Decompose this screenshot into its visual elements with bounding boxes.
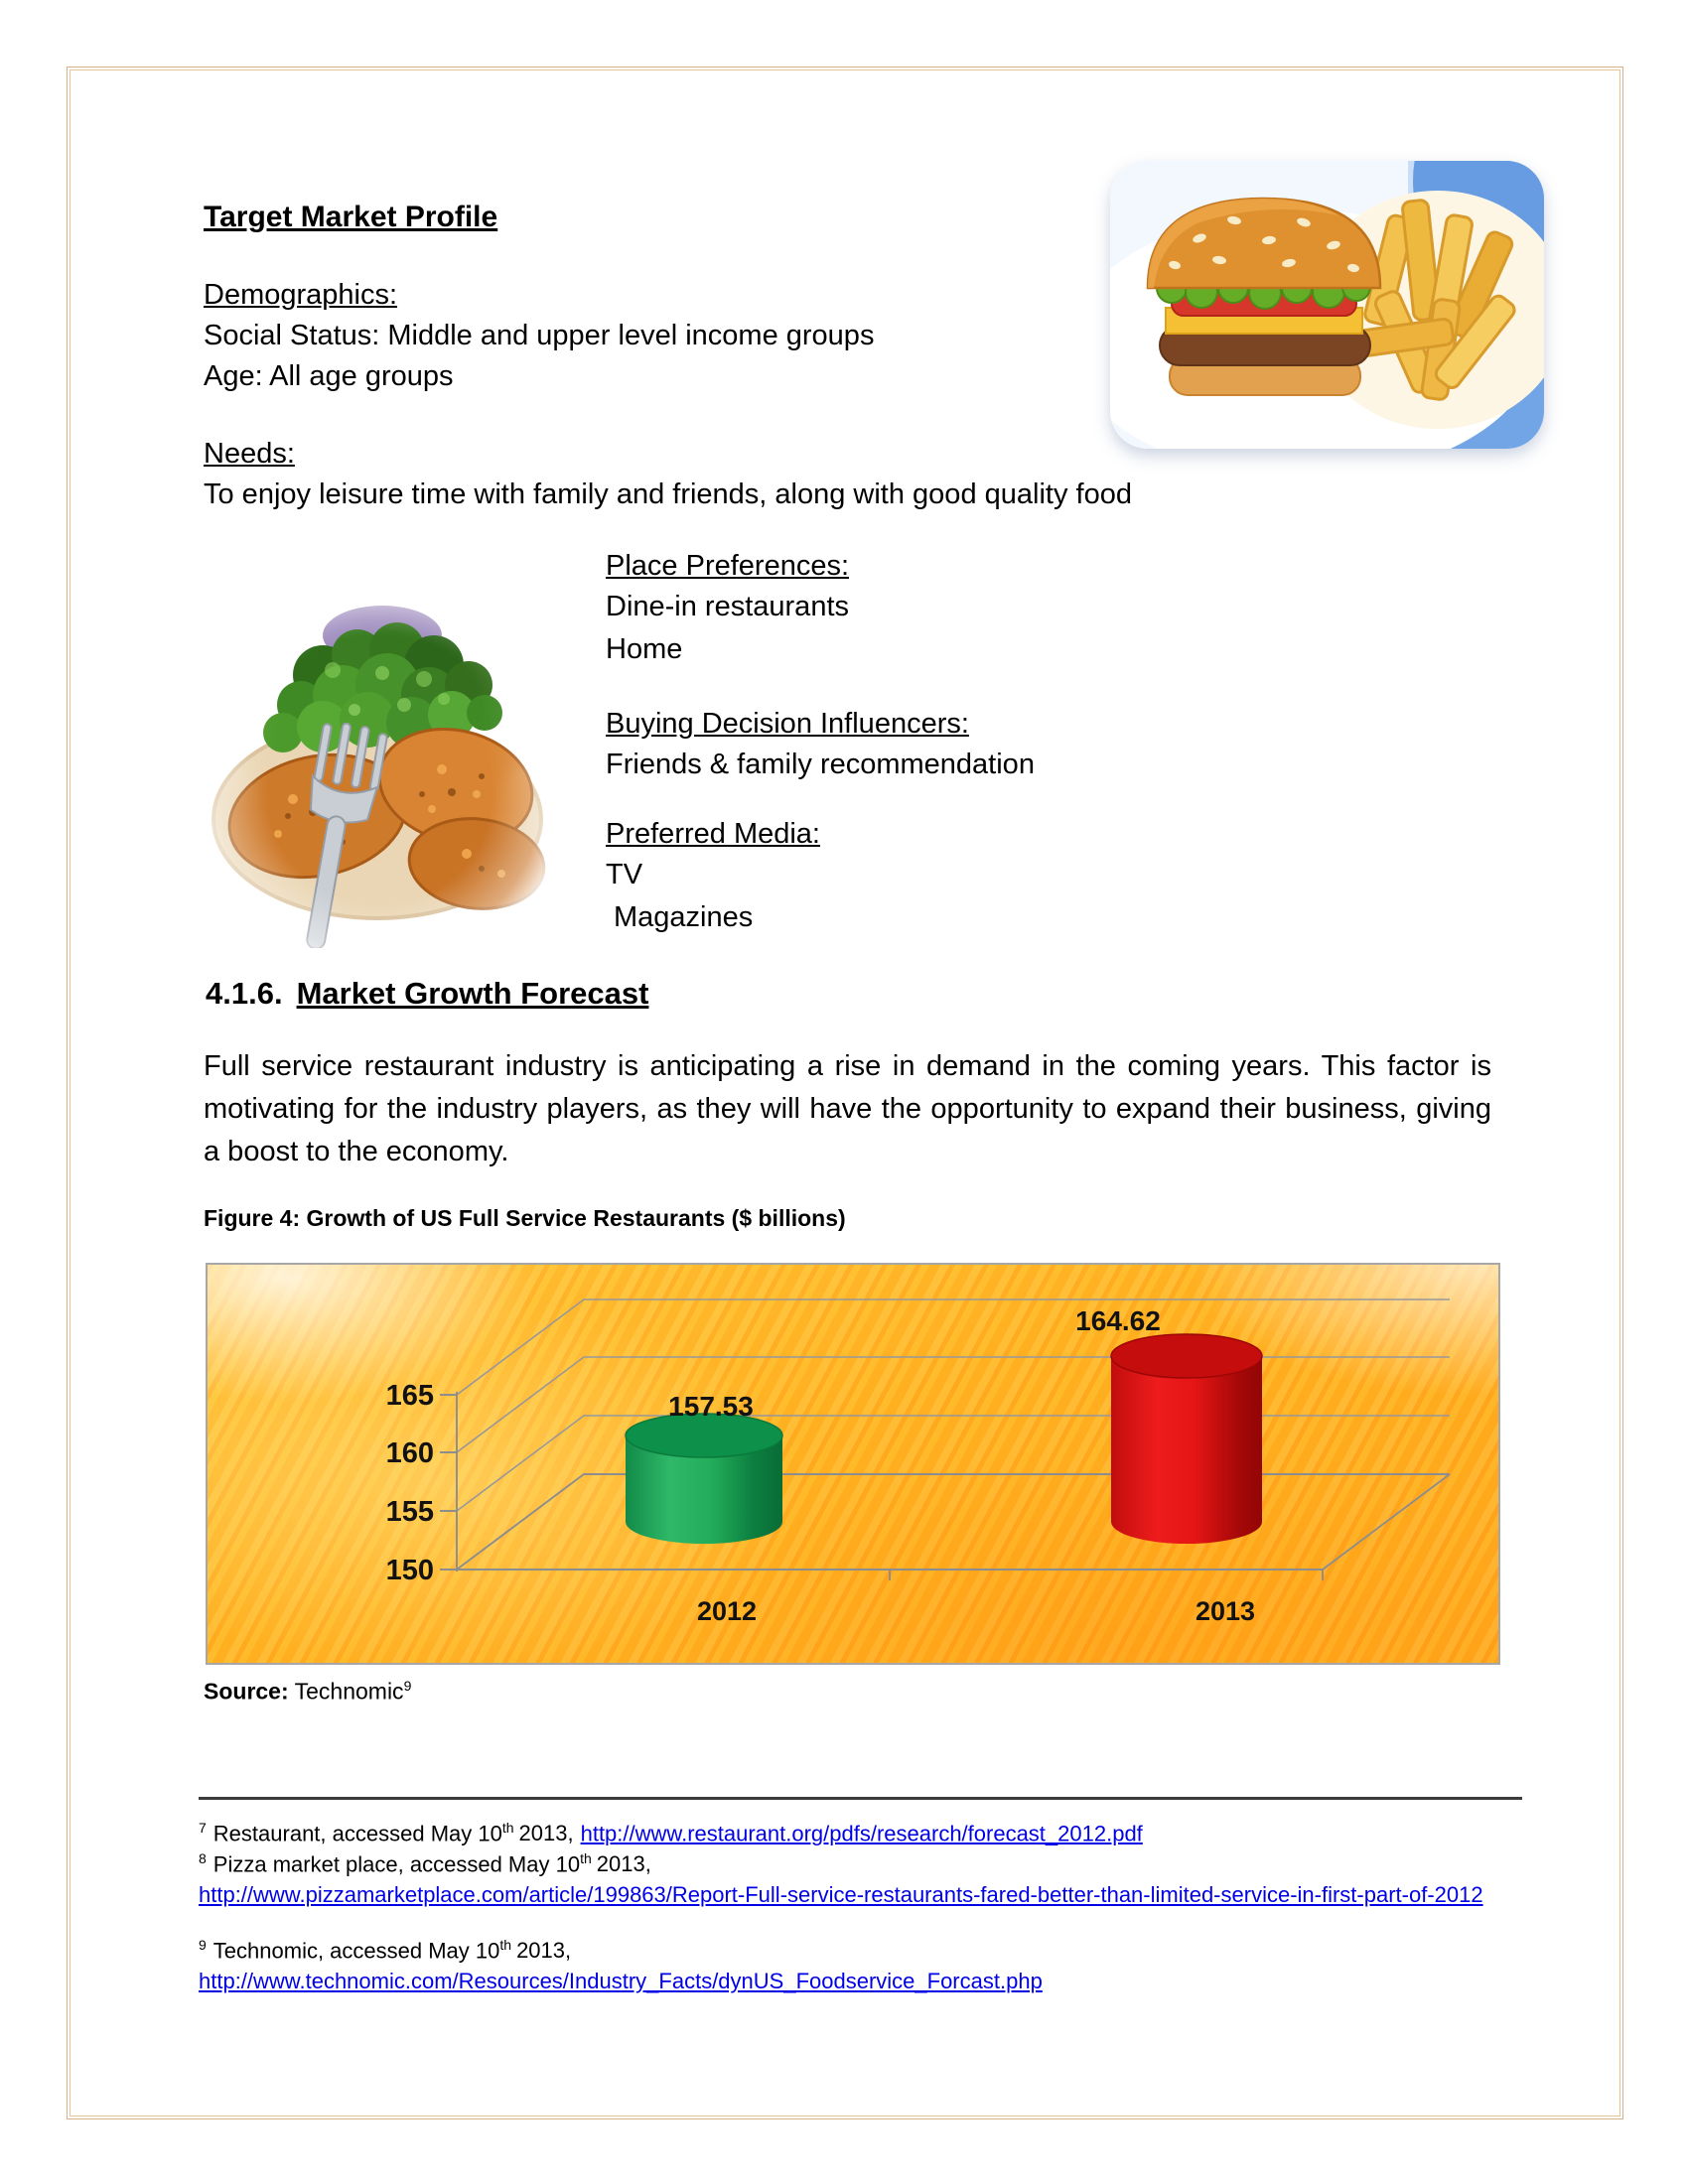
footnote-9 <box>199 1930 1525 1996</box>
page-title: Target Market Profile <box>204 201 498 233</box>
footnote-7-date: 2013, <box>518 1821 574 1846</box>
bar-2012-cylinder <box>626 1414 782 1544</box>
footnote-9-link[interactable]: http://www.technomic.com/Resources/Industry_Facts/dynUS_Foodservice_Forcast.php <box>199 1969 1043 1994</box>
y-tick-label: 150 <box>385 1555 434 1586</box>
source-label: Source: <box>204 1678 289 1705</box>
bar-2012-value-label: 157.53 <box>668 1391 754 1422</box>
needs-heading: Needs: <box>204 438 295 470</box>
footnote-8 <box>199 1843 1525 1910</box>
burger-fries-photo <box>1110 161 1544 449</box>
preferred-media-heading: Preferred Media: <box>606 818 820 850</box>
bar-2013-cylinder <box>1111 1334 1262 1544</box>
place-preferences-heading: Place Preferences: <box>606 550 850 582</box>
needs-body: To enjoy leisure time with family and friends, along with good quality food <box>204 478 1132 510</box>
ordinal-sup: th <box>501 1820 514 1836</box>
footnote-8-number: 8 <box>199 1850 207 1866</box>
chart-gridlines <box>457 1299 1450 1511</box>
place-preferences-item: Dine-in restaurants <box>606 591 849 622</box>
footnote-8-link[interactable]: http://www.pizzamarketplace.com/article/199863/Report-Full-service-restaurants-fared-better-than-limited-service-in-first-part-of-2012 <box>199 1882 1483 1908</box>
source-line <box>204 1678 411 1706</box>
footnote-8-text: Pizza market place, accessed May 10 <box>212 1851 581 1877</box>
place-preferences-item: Home <box>606 633 683 665</box>
demographics-heading: Demographics: <box>204 279 398 311</box>
chart-floor <box>457 1474 1450 1580</box>
buying-decision-item: Friends & family recommendation <box>606 749 1035 780</box>
footnote-9-date: 2013, <box>516 1938 572 1964</box>
section-number: 4.1.6. <box>206 976 283 1011</box>
footnote-9-text: Technomic, accessed May 10 <box>212 1938 500 1964</box>
y-tick-label: 165 <box>385 1380 434 1412</box>
demographics-social-status: Social Status: Middle and upper level income groups <box>204 320 875 351</box>
ordinal-sup: th <box>580 1850 592 1866</box>
demographics-age: Age: All age groups <box>204 360 454 392</box>
source-footnote-ref: 9 <box>403 1678 412 1694</box>
ordinal-sup: th <box>499 1937 512 1953</box>
chart-y-axis <box>440 1392 457 1571</box>
footnote-8-date: 2013, <box>596 1851 651 1877</box>
section-paragraph: Full service restaurant industry is anticipating a rise in demand in the coming years. This factor is motivating for the industry players, as they will have the opportunity to expand their business, giving a boost to the economy. <box>204 1050 1491 1167</box>
fried-cutlets-photo <box>184 556 576 948</box>
x-category-label: 2013 <box>1195 1596 1256 1626</box>
figure-caption: Figure 4: Growth of US Full Service Restaurants ($ billions) <box>204 1205 846 1231</box>
footnote-7-link[interactable]: http://www.restaurant.org/pdfs/research/forecast_2012.pdf <box>580 1821 1143 1846</box>
buying-decision-heading: Buying Decision Influencers: <box>606 708 969 740</box>
section-title: Market Growth Forecast <box>296 976 649 1011</box>
growth-chart <box>206 1263 1500 1665</box>
footnote-7-number: 7 <box>199 1820 207 1836</box>
bar-2013-value-label: 164.62 <box>1075 1305 1161 1336</box>
growth-chart-canvas <box>208 1265 1498 1663</box>
footnote-separator <box>199 1797 1522 1800</box>
y-tick-label: 160 <box>385 1437 434 1469</box>
y-tick-label: 155 <box>385 1496 434 1528</box>
preferred-media-item: Magazines <box>614 901 754 933</box>
x-category-label: 2012 <box>696 1596 758 1626</box>
source-text: Technomic <box>294 1678 404 1705</box>
section-heading <box>206 976 648 1012</box>
footnote-9-number: 9 <box>199 1937 207 1953</box>
footnote-7-text: Restaurant, accessed May 10 <box>212 1821 502 1846</box>
preferred-media-item: TV <box>606 859 643 890</box>
